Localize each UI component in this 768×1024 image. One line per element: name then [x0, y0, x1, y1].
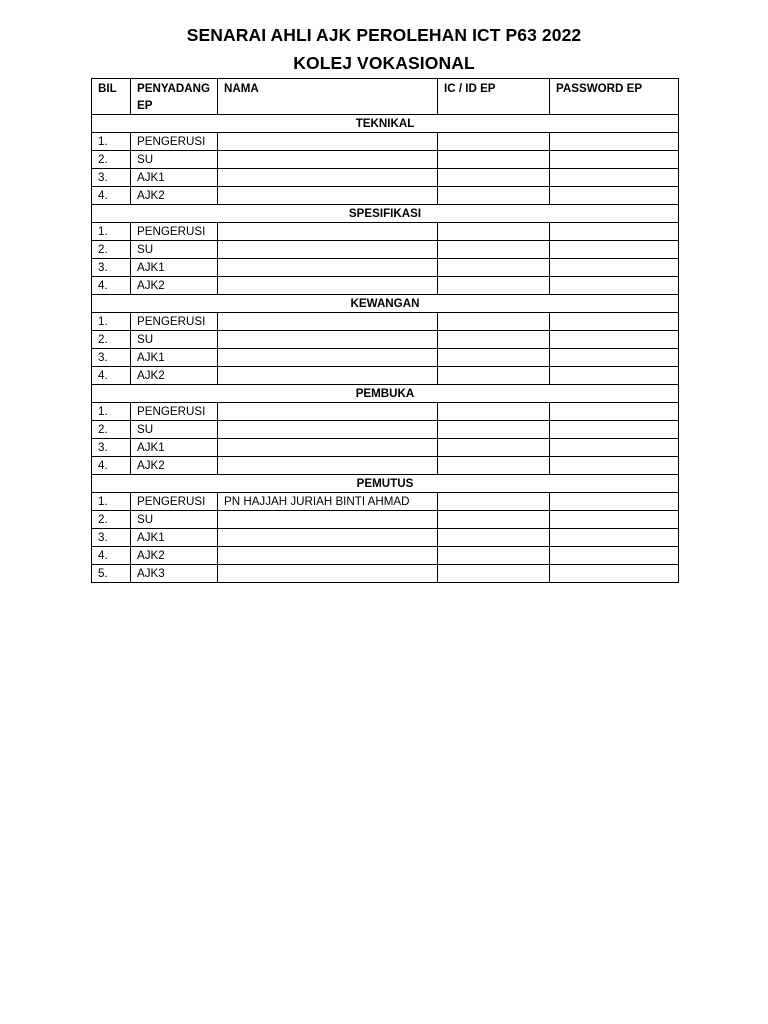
cell-nama — [218, 421, 438, 439]
table-row — [92, 421, 679, 439]
table-body — [92, 115, 679, 583]
table-row — [92, 367, 679, 385]
table-row — [92, 313, 679, 331]
table-row — [92, 151, 679, 169]
cell-nama — [218, 259, 438, 277]
cell-nama — [218, 529, 438, 547]
cell-penyandang: AJK1 — [131, 529, 218, 547]
cell-password — [550, 169, 679, 187]
table-row — [92, 223, 679, 241]
cell-password — [550, 187, 679, 205]
cell-password — [550, 313, 679, 331]
cell-penyandang: PENGERUSI — [131, 133, 218, 151]
cell-ic — [438, 403, 550, 421]
table-row — [92, 259, 679, 277]
cell-bil: 2. — [92, 151, 131, 169]
cell-ic — [438, 241, 550, 259]
cell-ic — [438, 547, 550, 565]
document-title: SENARAI AHLI AJK PEROLEHAN ICT P63 2022 — [186, 25, 582, 45]
cell-ic — [438, 529, 550, 547]
table-header-row — [92, 79, 679, 115]
cell-nama — [218, 403, 438, 421]
cell-bil: 5. — [92, 565, 131, 583]
cell-nama — [218, 169, 438, 187]
cell-penyandang: SU — [131, 421, 218, 439]
cell-nama — [218, 133, 438, 151]
cell-bil: 1. — [92, 313, 131, 331]
table-row — [92, 169, 679, 187]
cell-bil: 3. — [92, 169, 131, 187]
cell-ic — [438, 313, 550, 331]
cell-penyandang: PENGERUSI — [131, 403, 218, 421]
cell-nama: PN HAJJAH JURIAH BINTI AHMAD — [218, 493, 438, 511]
cell-password — [550, 331, 679, 349]
cell-bil: 1. — [92, 133, 131, 151]
cell-password — [550, 439, 679, 457]
cell-penyandang: AJK3 — [131, 565, 218, 583]
section-row — [92, 475, 679, 493]
cell-ic — [438, 367, 550, 385]
cell-password — [550, 223, 679, 241]
section-heading: TEKNIKAL — [92, 115, 679, 133]
cell-bil: 1. — [92, 403, 131, 421]
section-row — [92, 385, 679, 403]
table-row — [92, 565, 679, 583]
table-row — [92, 403, 679, 421]
cell-penyandang: AJK1 — [131, 259, 218, 277]
cell-ic — [438, 169, 550, 187]
cell-ic — [438, 331, 550, 349]
cell-bil: 2. — [92, 511, 131, 529]
cell-nama — [218, 223, 438, 241]
cell-bil: 4. — [92, 547, 131, 565]
cell-penyandang: AJK1 — [131, 349, 218, 367]
cell-password — [550, 349, 679, 367]
cell-penyandang: AJK2 — [131, 367, 218, 385]
header-bil: BIL — [92, 79, 131, 115]
cell-nama — [218, 277, 438, 295]
cell-penyandang: PENGERUSI — [131, 223, 218, 241]
cell-bil: 3. — [92, 349, 131, 367]
cell-penyandang: AJK2 — [131, 547, 218, 565]
cell-password — [550, 241, 679, 259]
cell-bil: 4. — [92, 457, 131, 475]
cell-penyandang: AJK2 — [131, 277, 218, 295]
cell-password — [550, 565, 679, 583]
cell-nama — [218, 349, 438, 367]
table-row — [92, 493, 679, 511]
cell-nama — [218, 439, 438, 457]
cell-penyandang: PENGERUSI — [131, 313, 218, 331]
cell-nama — [218, 367, 438, 385]
cell-password — [550, 493, 679, 511]
cell-penyandang: AJK1 — [131, 169, 218, 187]
cell-penyandang: SU — [131, 511, 218, 529]
cell-ic — [438, 259, 550, 277]
cell-nama — [218, 331, 438, 349]
cell-ic — [438, 457, 550, 475]
section-heading: PEMBUKA — [92, 385, 679, 403]
cell-bil: 2. — [92, 331, 131, 349]
document-subtitle: KOLEJ VOKASIONAL — [293, 53, 475, 73]
table-row — [92, 331, 679, 349]
cell-ic — [438, 223, 550, 241]
cell-bil: 3. — [92, 439, 131, 457]
header-nama: NAMA — [218, 79, 438, 115]
cell-penyandang: SU — [131, 331, 218, 349]
cell-bil: 1. — [92, 223, 131, 241]
cell-password — [550, 151, 679, 169]
cell-password — [550, 511, 679, 529]
cell-ic — [438, 151, 550, 169]
table-row — [92, 457, 679, 475]
cell-nama — [218, 457, 438, 475]
cell-password — [550, 133, 679, 151]
cell-nama — [218, 565, 438, 583]
cell-password — [550, 403, 679, 421]
header-penyandang: PENYADANG EP — [131, 79, 218, 115]
cell-password — [550, 421, 679, 439]
cell-password — [550, 529, 679, 547]
cell-penyandang: SU — [131, 151, 218, 169]
cell-password — [550, 457, 679, 475]
header-password: PASSWORD EP — [550, 79, 679, 115]
section-row — [92, 205, 679, 223]
table-row — [92, 187, 679, 205]
cell-bil: 4. — [92, 367, 131, 385]
cell-nama — [218, 187, 438, 205]
section-heading: KEWANGAN — [92, 295, 679, 313]
cell-ic — [438, 565, 550, 583]
section-heading: PEMUTUS — [92, 475, 679, 493]
cell-password — [550, 367, 679, 385]
table-row — [92, 349, 679, 367]
cell-penyandang: SU — [131, 241, 218, 259]
section-row — [92, 115, 679, 133]
cell-nama — [218, 313, 438, 331]
cell-password — [550, 547, 679, 565]
section-row — [92, 295, 679, 313]
table-row — [92, 547, 679, 565]
cell-ic — [438, 277, 550, 295]
cell-bil: 2. — [92, 421, 131, 439]
cell-penyandang: AJK1 — [131, 439, 218, 457]
cell-penyandang: PENGERUSI — [131, 493, 218, 511]
cell-password — [550, 259, 679, 277]
table-row — [92, 511, 679, 529]
table-row — [92, 439, 679, 457]
cell-penyandang: AJK2 — [131, 187, 218, 205]
cell-penyandang: AJK2 — [131, 457, 218, 475]
cell-nama — [218, 547, 438, 565]
cell-ic — [438, 187, 550, 205]
table-row — [92, 241, 679, 259]
cell-bil: 4. — [92, 277, 131, 295]
cell-bil: 2. — [92, 241, 131, 259]
cell-bil: 3. — [92, 259, 131, 277]
cell-bil: 3. — [92, 529, 131, 547]
section-heading: SPESIFIKASI — [92, 205, 679, 223]
table-row — [92, 277, 679, 295]
cell-nama — [218, 151, 438, 169]
cell-password — [550, 277, 679, 295]
table-row — [92, 529, 679, 547]
cell-ic — [438, 511, 550, 529]
cell-ic — [438, 349, 550, 367]
committee-table — [91, 78, 679, 583]
cell-ic — [438, 439, 550, 457]
header-ic: IC / ID EP — [438, 79, 550, 115]
cell-nama — [218, 241, 438, 259]
cell-bil: 4. — [92, 187, 131, 205]
cell-ic — [438, 421, 550, 439]
cell-nama — [218, 511, 438, 529]
cell-ic — [438, 133, 550, 151]
cell-bil: 1. — [92, 493, 131, 511]
cell-ic — [438, 493, 550, 511]
table-row — [92, 133, 679, 151]
